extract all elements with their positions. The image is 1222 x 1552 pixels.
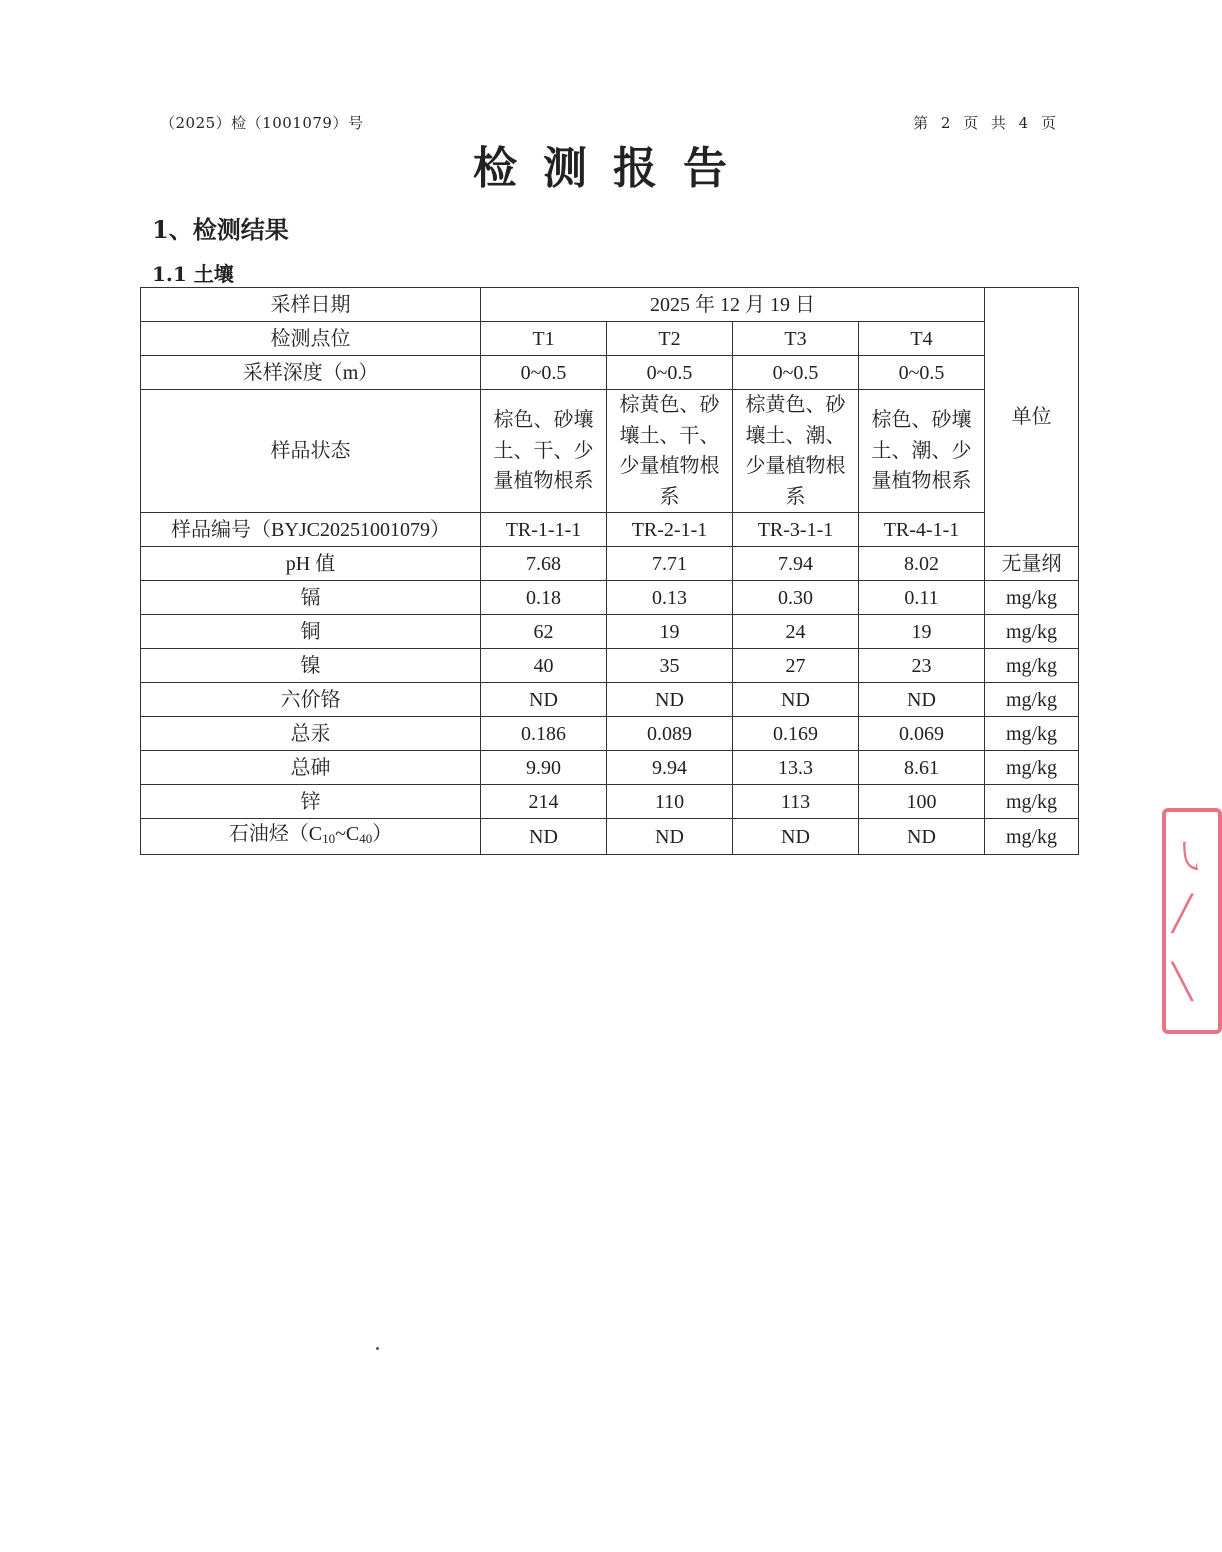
state-text: 棕黄色、砂壤土、潮、少量植物根系 <box>745 394 846 508</box>
value-cell: 0.186 <box>481 717 607 751</box>
value-cell: 19 <box>607 615 733 649</box>
table-row <box>141 322 1079 356</box>
state-text: 棕色、砂壤土、潮、少量植物根系 <box>871 409 972 493</box>
table-row <box>141 288 1079 322</box>
table-row <box>141 683 1079 717</box>
parameter-name: 六价铬 <box>141 683 481 717</box>
value-cell: 0.13 <box>607 581 733 615</box>
unit-header: 单位 <box>985 288 1079 547</box>
value-cell: 7.68 <box>481 547 607 581</box>
value-cell: 8.02 <box>859 547 985 581</box>
table-row <box>141 513 1079 547</box>
value-cell: 9.90 <box>481 751 607 785</box>
value-cell: 23 <box>859 649 985 683</box>
state-cell <box>859 390 985 513</box>
state-cell <box>481 390 607 513</box>
point-cell: T4 <box>859 322 985 356</box>
petroleum-prefix: 石油烃（C <box>228 823 323 845</box>
petroleum-tilde: ~C <box>335 823 360 845</box>
value-cell: 8.61 <box>859 751 985 785</box>
sampling-date-label: 采样日期 <box>141 288 481 322</box>
point-cell: T3 <box>733 322 859 356</box>
report-title: 检测报告 <box>473 143 753 194</box>
stamp-mark: ╲ <box>1172 962 1193 1002</box>
state-label: 样品状态 <box>141 390 481 513</box>
value-cell: 0.11 <box>859 581 985 615</box>
value-cell: 0.069 <box>859 717 985 751</box>
parameter-name: 镉 <box>141 581 481 615</box>
table-row <box>141 390 1079 513</box>
section-heading: 1、检测结果 <box>152 215 289 244</box>
table-row <box>141 581 1079 615</box>
state-text: 棕色、砂壤土、干、少量植物根系 <box>493 409 594 493</box>
depth-cell: 0~0.5 <box>607 356 733 390</box>
value-cell: 214 <box>481 785 607 819</box>
table-row <box>141 751 1079 785</box>
parameter-name: 总砷 <box>141 751 481 785</box>
value-cell: ND <box>607 819 733 855</box>
parameter-name: pH 值 <box>141 547 481 581</box>
unit-cell: 无量纲 <box>985 547 1079 581</box>
value-cell: 35 <box>607 649 733 683</box>
value-cell: 113 <box>733 785 859 819</box>
unit-cell: mg/kg <box>985 615 1079 649</box>
parameter-name: 锌 <box>141 785 481 819</box>
state-text: 棕黄色、砂壤土、干、少量植物根系 <box>619 394 720 508</box>
parameter-name: 总汞 <box>141 717 481 751</box>
unit-cell: mg/kg <box>985 717 1079 751</box>
value-cell: ND <box>481 683 607 717</box>
point-cell: T2 <box>607 322 733 356</box>
value-cell: 7.94 <box>733 547 859 581</box>
value-cell: 110 <box>607 785 733 819</box>
unit-cell: mg/kg <box>985 581 1079 615</box>
report-number: （2025）检（1001079）号 <box>160 114 364 132</box>
parameter-name: 镍 <box>141 649 481 683</box>
page-info: 第 2 页 共 4 页 <box>913 114 1060 132</box>
unit-cell: mg/kg <box>985 649 1079 683</box>
sample-id-cell: TR-1-1-1 <box>481 513 607 547</box>
depth-label: 采样深度（m） <box>141 356 481 390</box>
unit-cell: mg/kg <box>985 683 1079 717</box>
value-cell: ND <box>859 819 985 855</box>
value-cell: 0.30 <box>733 581 859 615</box>
point-cell: T1 <box>481 322 607 356</box>
value-cell: 62 <box>481 615 607 649</box>
value-cell: 0.169 <box>733 717 859 751</box>
sample-id-cell: TR-2-1-1 <box>607 513 733 547</box>
subsection-heading: 1.1 土壤 <box>152 262 234 286</box>
sample-id-cell: TR-3-1-1 <box>733 513 859 547</box>
value-cell: 24 <box>733 615 859 649</box>
unit-cell: mg/kg <box>985 751 1079 785</box>
state-cell <box>733 390 859 513</box>
depth-cell: 0~0.5 <box>481 356 607 390</box>
unit-cell: mg/kg <box>985 785 1079 819</box>
parameter-name-petroleum <box>141 819 481 855</box>
sampling-date-value: 2025 年 12 月 19 日 <box>481 288 985 322</box>
depth-cell: 0~0.5 <box>733 356 859 390</box>
value-cell: 0.089 <box>607 717 733 751</box>
table-row <box>141 819 1079 855</box>
value-cell: ND <box>481 819 607 855</box>
table-row <box>141 785 1079 819</box>
stamp-mark: ㇂ <box>1172 838 1206 878</box>
table-row <box>141 649 1079 683</box>
state-cell <box>607 390 733 513</box>
table-row <box>141 615 1079 649</box>
value-cell: 19 <box>859 615 985 649</box>
value-cell: 100 <box>859 785 985 819</box>
petroleum-sub-10: 10 <box>322 831 336 846</box>
table-row <box>141 717 1079 751</box>
parameter-name: 铜 <box>141 615 481 649</box>
stamp-mark: ╱ <box>1172 894 1193 934</box>
sample-id-label: 样品编号（BYJC20251001079） <box>141 513 481 547</box>
depth-cell: 0~0.5 <box>859 356 985 390</box>
value-cell: 27 <box>733 649 859 683</box>
unit-cell: mg/kg <box>985 819 1079 855</box>
seal-stamp <box>1162 808 1222 1034</box>
value-cell: 40 <box>481 649 607 683</box>
table-row <box>141 356 1079 390</box>
point-label: 检测点位 <box>141 322 481 356</box>
value-cell: ND <box>733 819 859 855</box>
sample-id-cell: TR-4-1-1 <box>859 513 985 547</box>
petroleum-sub-40: 40 <box>359 831 373 846</box>
value-cell: ND <box>859 683 985 717</box>
value-cell: 13.3 <box>733 751 859 785</box>
table-row <box>141 547 1079 581</box>
value-cell: 9.94 <box>607 751 733 785</box>
value-cell: ND <box>607 683 733 717</box>
value-cell: 0.18 <box>481 581 607 615</box>
soil-results-table <box>140 287 1079 855</box>
value-cell: 7.71 <box>607 547 733 581</box>
petroleum-suffix: ） <box>372 823 393 845</box>
scan-speck <box>376 1347 379 1350</box>
value-cell: ND <box>733 683 859 717</box>
